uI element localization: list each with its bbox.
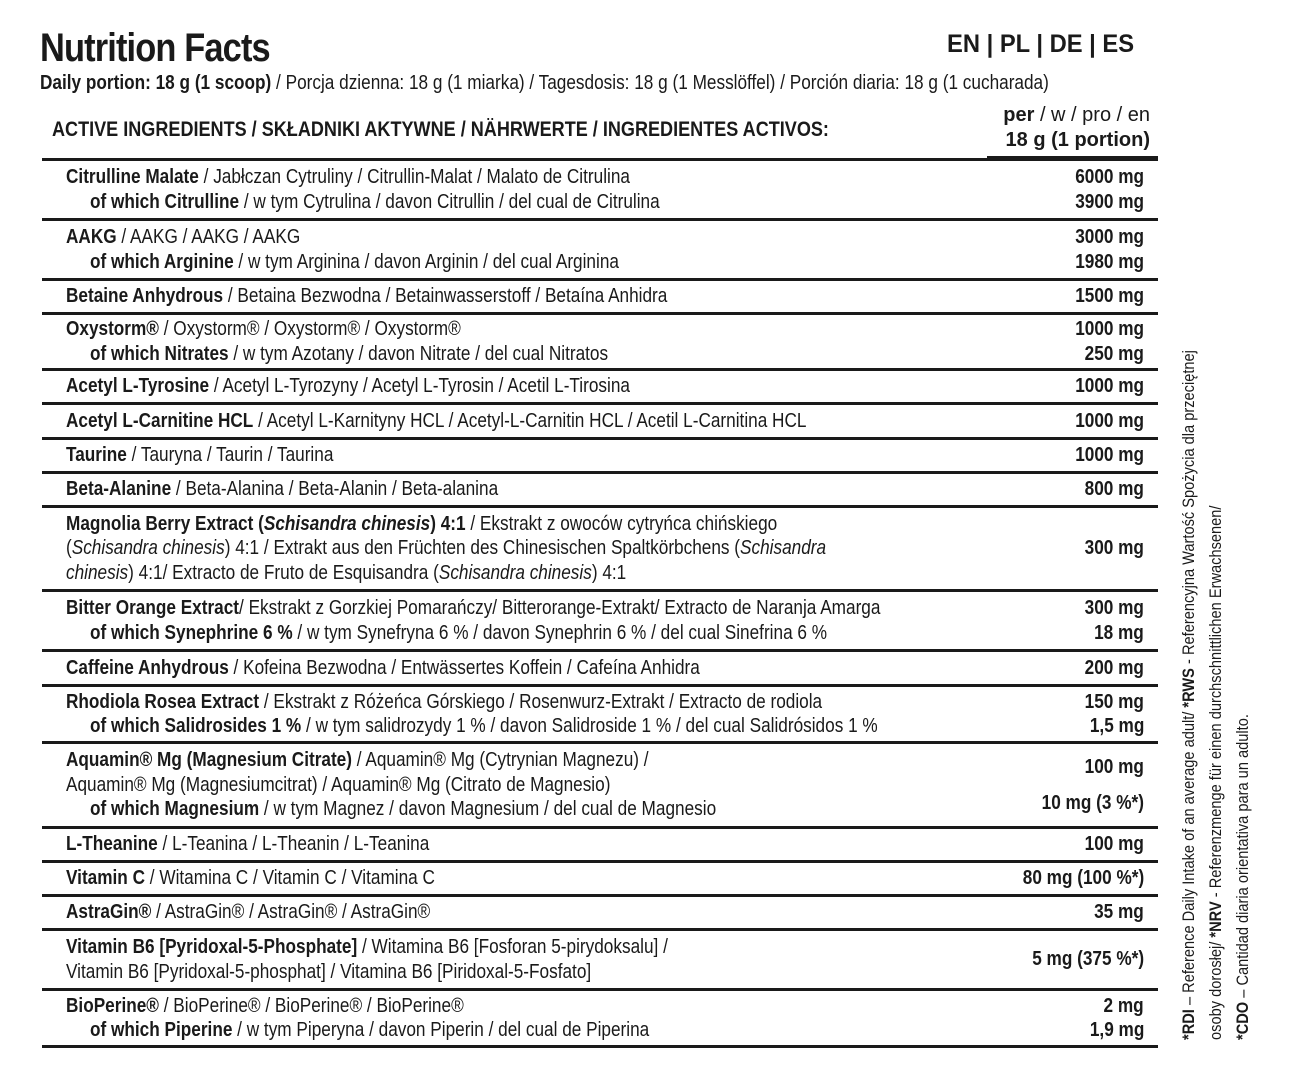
ingredient-translations: / Betaina Bezwodna / Betainwasserstoff / Betaína Anhidra: [223, 285, 668, 308]
ingredient-translations: / Ekstrakt z owoców cytryńca chińskiego: [465, 512, 778, 535]
ingredient-cell: [42, 935, 904, 984]
ingredient-translations-cont: ) 4:1 / Extrakt aus den Früchten des Chinesischen Spaltkörbchens (: [224, 537, 741, 560]
daily-portion: [40, 72, 1049, 95]
ingredient-cell: [42, 690, 1006, 739]
ingredient-name: Taurine: [66, 444, 127, 467]
ingredient-cell: [42, 994, 904, 1043]
amount-cell: [904, 994, 1158, 1043]
ingredient-translations: / L-Teanina / L-Theanin / L-Teanina: [157, 833, 430, 856]
ingredient-translations: / BioPerine® / BioPerine® / BioPerine®: [158, 994, 464, 1017]
amount-cell: [904, 477, 1158, 502]
ingredient-translations: / Ekstrakt z Różeńca Górskiego / Rosenwurz-Extrakt / Extracto de rodiola: [259, 690, 823, 713]
amount-cell: [1013, 596, 1158, 645]
ingredients-table: [42, 158, 1158, 1048]
ingredient-cell: [42, 317, 904, 366]
ingredient-cell: [42, 165, 904, 214]
sub-ingredient-translations: / w tym Cytrulina / davon Citrullin / del cual de Citrulina: [239, 190, 660, 213]
sub-ingredient-translations: / w tym Piperyna / davon Piperin / del cual de Piperina: [232, 1019, 650, 1041]
table-row: [42, 649, 1158, 684]
amount-value: 300 mg: [1084, 537, 1144, 560]
ingredient-name-ratio: ) 4:1: [430, 512, 466, 535]
sub-ingredient-name: of which Arginine: [90, 250, 234, 273]
ingredient-cell: [42, 832, 904, 857]
ingredient-translations: / Tauryna / Taurin / Taurina: [126, 444, 334, 467]
sub-ingredient-name: of which Salidrosides 1 %: [90, 715, 302, 737]
sub-amount-value: 250 mg: [1084, 342, 1144, 365]
cdo-text: – Cantidad diaria orientativa para un adulto.: [1233, 714, 1252, 1002]
amount-value: 1000 mg: [1075, 318, 1144, 340]
sub-ingredient-translations: / w tym Synefryna 6 % / davon Synephrin 6 % / del cual Sinefrina 6 %: [292, 621, 828, 644]
sub-amount-value: 3900 mg: [1075, 190, 1144, 213]
sub-ingredient-name: of which Synephrine 6 %: [90, 621, 293, 644]
table-row: [42, 684, 1158, 741]
amount-cell: [904, 443, 1158, 468]
table-row: [42, 278, 1158, 312]
footnote-line2: osoby dorosłej/: [1206, 937, 1225, 1040]
amount-cell: [904, 947, 1158, 972]
rdi-text: – Reference Daily Intake of an average adult/: [1179, 707, 1198, 1010]
sub-amount-value: 18 mg: [1094, 621, 1144, 644]
ingredient-cell: [42, 409, 927, 434]
table-row: [42, 589, 1158, 649]
ingredient-translations: / Jabłczan Cytruliny / Citrullin-Malat / Malato de Citrulina: [198, 166, 630, 188]
portion-label: 18 g (1 portion): [1005, 129, 1150, 151]
ingredient-translations: / Beta-Alanina / Beta-Alanin / Beta-alanina: [171, 478, 499, 501]
amount-value: 1500 mg: [1075, 285, 1144, 308]
table-row: [42, 894, 1158, 928]
amount-value: 1000 mg: [1075, 444, 1144, 467]
ingredient-translations-cont: Aquamin® Mg (Magnesiumcitrat) / Aquamin® Mg (Citrato de Magnesio): [66, 773, 611, 796]
amount-value: 300 mg: [1084, 597, 1144, 619]
amount-value: 35 mg: [1094, 901, 1144, 924]
ingredient-translations-cont: ) 4:1/ Extracto de Fruto de Esquisandra (: [128, 561, 439, 584]
rdi-abbr: *RDI: [1179, 1009, 1198, 1040]
amount-cell: [904, 225, 1158, 274]
latin-name: chinesis: [66, 561, 129, 584]
ingredient-name: BioPerine®: [66, 994, 159, 1017]
amount-value: 1000 mg: [1075, 409, 1144, 432]
ingredient-name: Oxystorm®: [66, 318, 159, 340]
amount-value: 100 mg: [1084, 833, 1144, 856]
ingredients-header: ACTIVE INGREDIENTS / SKŁADNIKI AKTYWNE / NÄHRWERTE / INGREDIENTES ACTIVOS:: [52, 118, 829, 141]
footnote: [1175, 160, 1256, 1040]
table-row: [42, 158, 1158, 218]
amount-cell: [904, 656, 1158, 681]
ingredient-name: Vitamin B6 [Pyridoxal-5-Phosphate]: [66, 936, 358, 958]
ingredient-cell: [42, 596, 1013, 645]
per-label: per: [1003, 104, 1035, 126]
ingredient-cell: [42, 225, 904, 274]
ingredient-name: Magnolia Berry Extract (: [66, 512, 264, 535]
ingredient-name: Betaine Anhydrous: [66, 285, 224, 308]
table-row: [42, 218, 1158, 278]
ingredient-cell: [42, 656, 904, 681]
table-row: [42, 505, 1158, 589]
ingredient-name-latin: Schisandra chinesis: [263, 512, 431, 535]
ingredient-name: Caffeine Anhydrous: [66, 656, 229, 679]
amount-value: 150 mg: [1084, 690, 1144, 713]
ingredient-name: Rhodiola Rosea Extract: [66, 690, 260, 713]
amount-value: 3000 mg: [1075, 226, 1144, 248]
ingredient-name: L-Theanine: [66, 833, 158, 856]
sub-ingredient-name: of which Magnesium: [90, 798, 260, 821]
ingredient-translations: / Kofeina Bezwodna / Entwässertes Koffein / Cafeína Anhidra: [228, 656, 700, 679]
ingredient-name: Beta-Alanine: [66, 478, 172, 501]
table-row: [42, 437, 1158, 471]
rws-text: - Referencyjna Wartość Spożycia dla przeciętnej: [1179, 350, 1198, 669]
table-row: [42, 860, 1158, 894]
amount-cell: [927, 409, 1158, 434]
ingredient-name: AAKG: [66, 226, 117, 248]
table-row: [42, 928, 1158, 988]
ingredient-name: Vitamin C: [66, 867, 146, 890]
amount-value: 5 mg (375 %*): [1032, 948, 1144, 971]
sub-ingredient-translations: / w tym Magnez / davon Magnesium / del cual de Magnesio: [259, 798, 717, 821]
amount-value: 1000 mg: [1075, 375, 1144, 398]
ingredient-cell: [42, 900, 904, 925]
ingredient-name: Citrulline Malate: [66, 166, 199, 188]
sub-amount-value: 10 mg (3 %*): [1041, 792, 1144, 814]
page-title: Nutrition Facts: [40, 26, 270, 70]
ingredient-translations: / Acetyl L-Karnityny HCL / Acetyl-L-Carnitin HCL / Acetil L-Carnitina HCL: [253, 409, 807, 432]
rws-abbr: *RWS: [1179, 668, 1198, 708]
table-row: [42, 312, 1158, 368]
amount-value: 6000 mg: [1075, 166, 1144, 188]
ingredient-cell: [42, 284, 904, 309]
amount-cell: [950, 536, 1158, 561]
ingredient-translations: / AAKG / AAKG / AAKG: [116, 226, 301, 248]
sub-ingredient-name: of which Piperine: [90, 1019, 233, 1041]
ingredient-name: Acetyl L-Carnitine HCL: [66, 409, 254, 432]
per-portion-header: [970, 103, 1150, 153]
amount-cell: [904, 317, 1158, 366]
ingredient-translations: / Acetyl L-Tyrozyny / Acetyl L-Tyrosin / Acetil L-Tirosina: [209, 375, 630, 398]
table-row: [42, 402, 1158, 437]
sub-amount-value: 1,5 mg: [1089, 715, 1144, 737]
amount-cell: [904, 866, 1158, 891]
latin-name: Schisandra chinesis: [71, 537, 225, 560]
daily-portion-translations: / Porcja dzienna: 18 g (1 miarka) / Tagesdosis: 18 g (1 Messlöffel) / Porción diaria: 18 g (1 cucharada): [271, 72, 1049, 94]
daily-portion-bold: Daily portion: 18 g (1 scoop): [40, 72, 272, 94]
amount-value: 2 mg: [1103, 994, 1144, 1017]
ingredient-name: Acetyl L-Tyrosine: [66, 375, 210, 398]
ingredient-cell: [42, 443, 904, 468]
table-row: [42, 988, 1158, 1048]
latin-name: Schisandra: [740, 537, 827, 560]
table-row: [42, 471, 1158, 505]
table-row: [42, 368, 1158, 402]
ingredient-cell: [42, 512, 950, 586]
ingredient-translations: / Witamina B6 [Fosforan 5-pirydoksalu] /: [357, 936, 668, 958]
amount-value: 80 mg (100 %*): [1022, 867, 1144, 890]
sub-ingredient-name: of which Citrulline: [90, 190, 240, 213]
sub-amount-value: 1980 mg: [1075, 250, 1144, 273]
amount-cell: [904, 284, 1158, 309]
amount-value: 100 mg: [1084, 755, 1144, 778]
nrv-text: - Referenzmenge für einen durchschnittlichen Erwachsenen/: [1206, 505, 1225, 902]
ingredient-translations-cont: ) 4:1: [591, 561, 627, 584]
ingredient-cell: [42, 374, 904, 399]
amount-cell: [904, 900, 1158, 925]
amount-value: 800 mg: [1084, 478, 1144, 501]
language-list: EN | PL | DE | ES: [947, 30, 1135, 58]
amount-cell: [904, 374, 1158, 399]
amount-cell: [904, 755, 1158, 816]
ingredient-translations: / Witamina C / Vitamin C / Vitamina C: [145, 867, 435, 890]
sub-amount-value: 1,9 mg: [1089, 1019, 1144, 1041]
ingredient-translations: / Aquamin® Mg (Cytrynian Magnezu) /: [351, 749, 649, 772]
ingredient-translations-cont: (: [66, 537, 72, 560]
table-row: [42, 826, 1158, 860]
sub-ingredient-translations: / w tym Arginina / davon Arginin / del cual Arginina: [233, 250, 619, 273]
ingredient-translations: / Oxystorm® / Oxystorm® / Oxystorm®: [158, 318, 461, 340]
amount-value: 200 mg: [1084, 656, 1144, 679]
ingredient-cell: [42, 748, 904, 822]
ingredient-translations: / AstraGin® / AstraGin® / AstraGin®: [151, 901, 431, 924]
latin-name: Schisandra chinesis: [438, 561, 592, 584]
sub-ingredient-translations: / w tym Azotany / davon Nitrate / del cual Nitratos: [228, 342, 609, 365]
per-translations: / w / pro / en: [1034, 104, 1150, 126]
ingredient-name: AstraGin®: [66, 901, 152, 924]
cdo-abbr: *CDO: [1233, 1001, 1252, 1040]
ingredient-translations-cont: Vitamin B6 [Pyridoxal-5-phosphat] / Vitamina B6 [Piridoxal-5-Fosfato]: [66, 960, 592, 983]
ingredient-name: Aquamin® Mg (Magnesium Citrate): [66, 749, 352, 772]
ingredient-cell: [42, 866, 904, 891]
table-row: [42, 741, 1158, 826]
amount-cell: [904, 832, 1158, 857]
sub-ingredient-name: of which Nitrates: [90, 342, 229, 365]
amount-cell: [904, 165, 1158, 214]
ingredient-name: Bitter Orange Extract: [66, 597, 240, 619]
ingredient-cell: [42, 477, 904, 502]
nrv-abbr: *NRV: [1206, 901, 1225, 938]
ingredient-translations: / Ekstrakt z Gorzkiej Pomarańczy/ Bitterorange-Extrakt/ Extracto de Naranja Amarga: [239, 597, 881, 619]
amount-cell: [1006, 690, 1158, 739]
sub-ingredient-translations: / w tym salidrozydy 1 % / davon Salidroside 1 % / del cual Salidrósidos 1 %: [301, 715, 878, 737]
